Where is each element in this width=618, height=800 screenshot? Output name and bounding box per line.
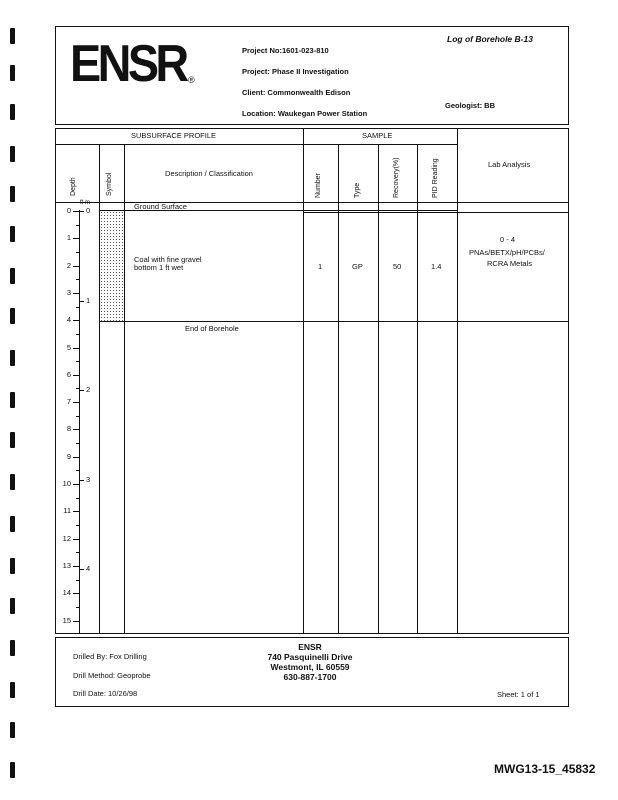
footer-address-2: Westmont, IL 60559 [270,662,350,672]
punch-mark [10,104,15,120]
document-id: MWG13-15_45832 [494,762,596,776]
depth-minor-tick [76,334,79,335]
sample-type: GP [352,262,363,271]
depth-minor-tick [76,307,79,308]
depth-unit-ft: ft [80,200,84,206]
client-name: Client: Commonwealth Edison [242,88,351,97]
depth-label-ft: 3 [66,287,71,297]
sample-recovery: 50 [393,262,402,271]
row-divider [303,212,569,213]
depth-label-ft: 13 [62,560,71,570]
description-heading: Description / Classification [165,169,253,178]
punch-mark [10,762,15,778]
depth-label-ft: 4 [66,315,71,325]
depth-minor-tick [76,416,79,417]
punch-mark [10,392,15,408]
sample-number: 1 [318,262,323,271]
punch-mark [10,308,15,324]
depth-label-ft: 14 [62,588,71,598]
depth-label-ft: 12 [62,533,71,543]
lab-analysis-heading: Lab Analysis [488,160,531,169]
sample-heading: SAMPLE [362,131,393,140]
punch-mark [10,28,15,44]
row-divider [55,144,457,145]
depth-label-ft: 11 [63,506,71,516]
punch-mark [10,682,15,698]
depth-tick-ft [73,511,79,512]
depth-label-m: 4 [86,564,91,574]
depth-label-ft: 15 [62,615,71,625]
depth-label-ft: 9 [66,451,71,461]
depth-label-ft: 8 [66,424,71,434]
punch-mark [10,640,15,656]
log-table [55,128,569,634]
depth-tick-ft [73,348,79,349]
depth-minor-tick [76,279,79,280]
soil-description-line2: bottom 1 ft wet [134,263,184,272]
project-name: Project: Phase II Investigation [242,67,349,76]
col-divider [303,128,304,634]
depth-minor-tick [76,361,79,362]
depth-minor-tick [76,225,79,226]
depth-label-m: 2 [86,385,91,395]
company-logo: ENSR [70,35,186,93]
drill-date: Drill Date: 10/26/98 [73,689,138,698]
registered-mark: ® [188,75,195,85]
symbol-heading: Symbol [106,172,113,196]
depth-tick-ft [73,238,79,239]
lab-depth-range: 0 - 4 [500,235,516,244]
type-heading: Type [354,182,361,198]
depth-tick-m [79,480,84,481]
depth-tick-m [79,569,84,570]
depth-heading: Depth [70,177,77,196]
document-title: Log of Borehole B-13 [447,34,533,44]
punch-mark [10,350,15,366]
depth-label-m: 0 [86,206,91,215]
depth-minor-tick [76,607,79,608]
drilled-by: Drilled By: Fox Drilling [73,652,147,661]
depth-label-ft: 6 [66,369,71,379]
depth-tick-m [79,211,84,212]
depth-minor-tick [76,443,79,444]
col-divider [457,128,458,634]
row-divider [55,202,569,203]
depth-tick-ft [73,593,79,594]
depth-unit-m: m [85,200,90,206]
punch-mark [10,268,15,284]
depth-tick-ft [73,293,79,294]
subsurface-profile-heading: SUBSURFACE PROFILE [131,131,217,140]
footer-phone: 630-887-1700 [283,672,337,682]
sample-pid: 1.4 [431,262,442,271]
punch-mark [10,432,15,448]
depth-minor-tick [76,552,79,553]
sheet-number: Sheet: 1 of 1 [497,690,540,699]
punch-mark [10,516,15,532]
punch-mark [10,558,15,574]
lab-analytes: PNAs/BETX/pH/PCBs/ [469,248,545,257]
depth-tick-ft [73,457,79,458]
depth-label-ft: 0 [66,206,71,215]
pid-heading: PID Reading [432,158,439,198]
depth-minor-tick [76,252,79,253]
depth-label-m: 1 [86,295,91,305]
drill-method: Drill Method: Geoprobe [73,671,151,680]
punch-mark [10,226,15,242]
ground-surface-label: Ground Surface [134,202,187,211]
depth-tick-ft [73,539,79,540]
footer-company: ENSR [298,642,322,652]
punch-mark [10,186,15,202]
depth-minor-tick [76,498,79,499]
geologist: Geologist: BB [445,101,495,110]
col-divider [338,144,339,634]
depth-tick-m [79,301,84,302]
recovery-heading: Recovery(%) [393,157,400,198]
col-divider [417,144,418,634]
depth-tick-ft [73,375,79,376]
depth-minor-tick [76,580,79,581]
depth-label-ft: 5 [66,342,71,352]
depth-label-ft: 2 [66,260,71,270]
depth-tick-ft [73,566,79,567]
punch-mark [10,722,15,738]
depth-tick-ft [73,429,79,430]
col-divider [378,144,379,634]
number-heading: Number [315,173,322,198]
punch-mark [10,474,15,490]
punch-mark [10,598,15,614]
depth-label-ft: 10 [62,479,71,488]
col-divider [124,144,125,634]
depth-label-ft: 1 [66,233,71,243]
depth-minor-tick [76,470,79,471]
soil-description-line1: Coal with fine gravel [134,255,202,264]
soil-symbol-coal [100,211,123,321]
row-divider [99,321,569,322]
end-of-borehole: End of Borehole [185,324,239,333]
depth-tick-ft [73,621,79,622]
lab-metals: RCRA Metals [487,259,533,268]
depth-label-ft: 7 [66,397,71,407]
depth-tick-ft [73,320,79,321]
depth-tick-ft [73,266,79,267]
depth-tick-ft [73,402,79,403]
footer-address-1: 740 Pasquinelli Drive [267,652,353,662]
location: Location: Waukegan Power Station [242,109,368,118]
depth-tick-ft [73,484,79,485]
project-number: Project No:1601-023-810 [242,46,329,55]
punch-mark [10,146,15,162]
depth-label-m: 3 [86,474,91,484]
depth-minor-tick [76,525,79,526]
depth-axis [79,210,80,634]
punch-mark [10,65,15,81]
depth-tick-m [79,390,84,391]
